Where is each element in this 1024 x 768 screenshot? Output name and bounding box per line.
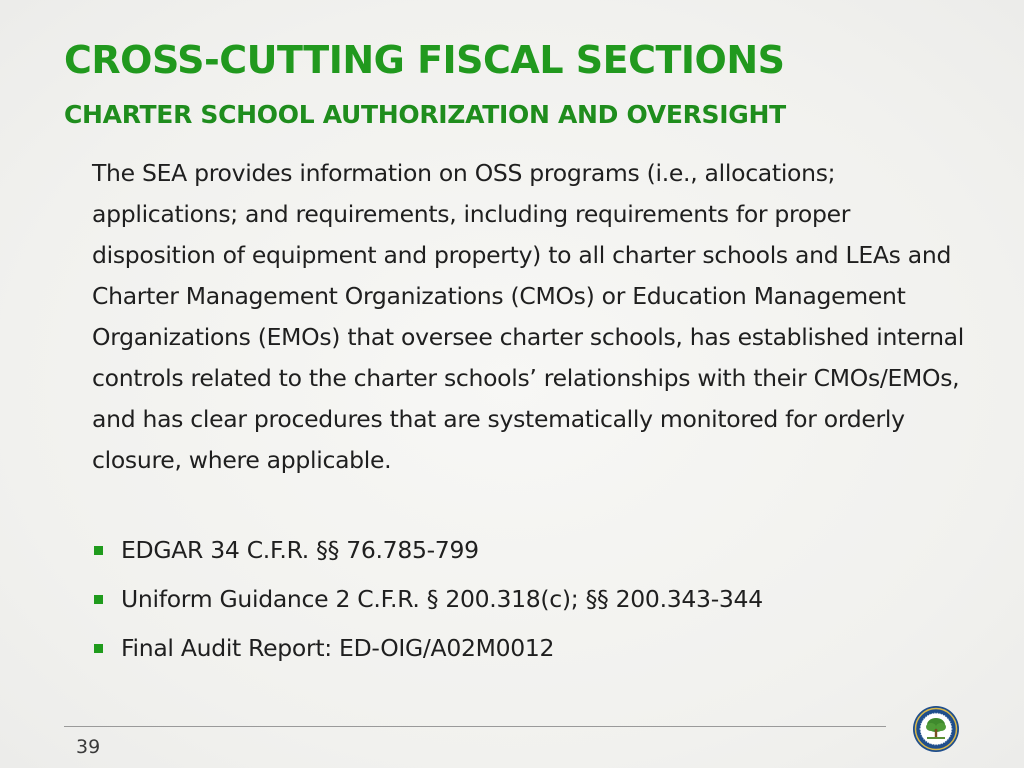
bullet-text: EDGAR 34 C.F.R. §§ 76.785-799 (121, 536, 479, 564)
slide-subtitle: CHARTER SCHOOL AUTHORIZATION AND OVERSIGHT (64, 100, 786, 129)
body-paragraph: The SEA provides information on OSS programs (i.e., allocations; applications; and requirements, including requirements for proper disposition of equipment and property) to all charter schools and LEAs and Charter Management Organizations (CMOs) or Education Management Organizations (EMOs) that oversee charter schools, has established internal controls related to the charter schools’ relationships with their CMOs/EMOs, and has clear procedures that are systematically monitored for orderly closure, where applicable. (92, 159, 965, 474)
slide-title: CROSS-CUTTING FISCAL SECTIONS (64, 38, 785, 82)
list-item (94, 528, 763, 577)
square-bullet-icon (94, 644, 103, 653)
page-number: 39 (76, 736, 101, 758)
bullet-text: Uniform Guidance 2 C.F.R. § 200.318(c); §§ 200.343-344 (121, 585, 763, 613)
square-bullet-icon (94, 595, 103, 604)
square-bullet-icon (94, 546, 103, 555)
reference-list (94, 528, 763, 675)
bullet-text: Final Audit Report: ED-OIG/A02M0012 (121, 634, 555, 662)
department-of-education-seal-icon (912, 705, 960, 753)
footer-divider (64, 726, 886, 727)
list-item (94, 577, 763, 626)
list-item (94, 626, 763, 675)
